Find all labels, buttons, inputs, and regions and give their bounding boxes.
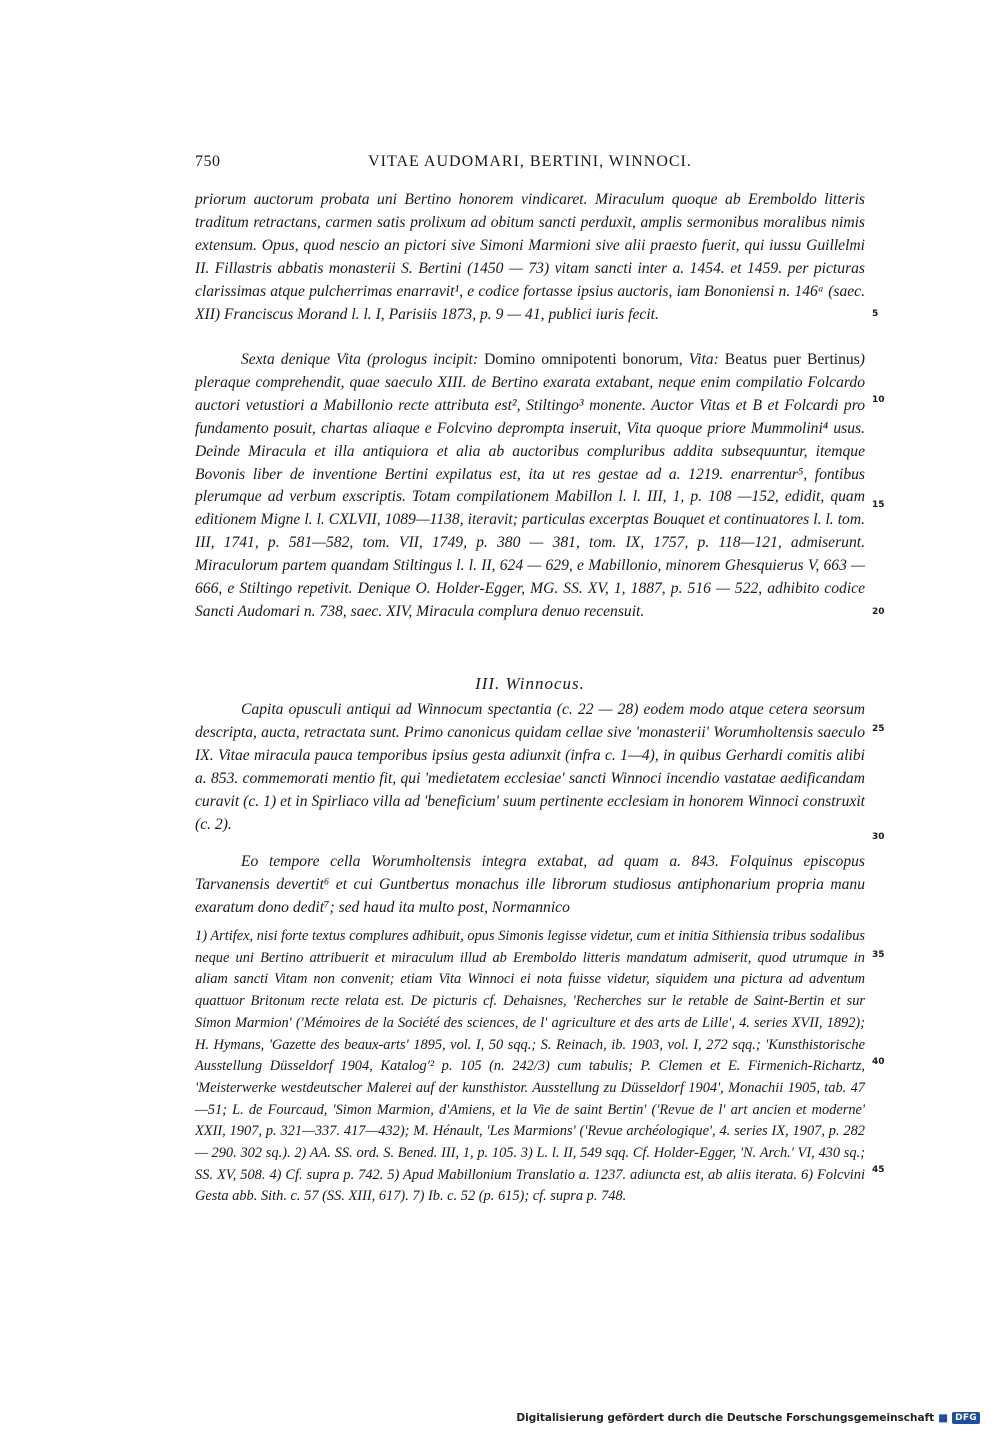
- credit-text: Digitalisierung gefördert durch die Deutsche Forschungsgemeinschaft: [516, 1412, 935, 1424]
- running-title: VITAE AUDOMARI, BERTINI, WINNOCI.: [368, 153, 692, 170]
- line-number: 5: [872, 309, 879, 319]
- line-number: 10: [872, 395, 885, 405]
- line-number: 45: [872, 1165, 885, 1175]
- digitization-credit: [516, 1412, 980, 1424]
- vita-label: Vita:: [688, 351, 725, 368]
- separator-dot-icon: ■: [938, 1412, 949, 1424]
- paragraph-3: Capita opusculi antiqui ad Winnocum spectantia (c. 22 — 28) eodem modo atque cetera seorsum descripta, aucta, retractata sunt. Primo canonicus quidam cellae sive 'monasterii' Worumholtensis saeculo IX. Vitae miracula pauca temporibus ipsius gesta adiunxit (infra c. 1—4), in quibus Gerhardi comitis alibi a. 853. commemorati mentio fit, qui 'medietatem ecclesiae' sancti Winnoci incendio vastatae aedificandam curavit (c. 1) et in Spirliaco villa ad 'beneficium' suum pertinente ecclesiam in honorem Winnoci construxit (c. 2).: [195, 701, 865, 833]
- paragraph-4: Eo tempore cella Worumholtensis integra extabat, ad quam a. 843. Folquinus episcopus Tarvanensis devertit⁶ et cui Guntbertus monachus ille librorum studiosus antiphonarium propria manu exaratum dono dedit⁷; sed haud ita multo post, Normannico: [195, 853, 865, 916]
- line-number: 40: [872, 1057, 885, 1067]
- line-number: 15: [872, 500, 885, 510]
- line-number: 20: [872, 607, 885, 617]
- paragraph-2-body: ) pleraque comprehendit, quae saeculo XIII. de Bertino exarata extabant, neque enim compilatio Folcardo auctori vetustiori a Mabillonio recte attributa est², Stiltingo³ monente. Auctor Vitas et B et Folcardi pro fundamento posuit, chartas aliaque e Folcvino deprompta inseruit, Vita quoque priore Mummolini⁴ usus. Deinde Miracula et illa antiquiora et alia ab auctoribus compluribus addita subsequuntur, itemque Bovonis liber de inventione Bertini expilatus est, ita ut res gestae ad a. 1219. enarrentur⁵, fontibus plerumque ad verbum exscriptis. Totam compilationem Mabillon l. l. III, 1, p. 108 —152, edidit, quam editionem Migne l. l. CXLVII, 1089—1138, iteravit; particulas excerptas Bouquet et continuatores l. l. tom. III, 1741, p. 581—582, tom. VII, 1749, p. 380 — 381, tom. IX, 1757, p. 118—121, admiserunt. Miraculorum partem quandam Stiltingus l. l. II, 624 — 629, e Mabillonio, minorem Ghesquierus V, 663 — 666, e Stiltingo repetivit. Denique O. Holder-Egger, MG. SS. XV, 1, 1887, p. 516 — 522, adhibito codice Sancti Audomari n. 738, saec. XIV, Miracula complura denuo recensuit.: [195, 351, 865, 620]
- paragraph-1: priorum auctorum probata uni Bertino honorem vindicaret. Miraculum quoque ab Eremboldo litteris traditum retractans, carmen satis prolixum ad obitum sancti perduxit, amplis sermonibus moralibus nimis extensum. Opus, quod nescio an pictori sive Simoni Marmioni sive alii praesto fuerit, qui iussu Guillelmi II. Fillastris abbatis monasterii S. Bertini (1450 — 73) vitam sancti inter a. 1454. et 1459. per picturas clarissimas atque pulcherrimas enarravit¹, e codice fortasse ipsius auctoris, iam Bononiensi n. 146ᵃ (saec. XII) Franciscus Morand l. l. I, Parisiis 1873, p. 9 — 41, publici iuris fecit.: [195, 191, 865, 323]
- paragraph-2: [195, 349, 865, 624]
- page-header: [195, 153, 865, 175]
- page-number: 750: [195, 153, 221, 170]
- line-number: 35: [872, 950, 885, 960]
- footnotes: 1) Artifex, nisi forte textus complures adhibuit, opus Simonis legisse videtur, cum et initia Sithiensia tribus sodalibus neque uni Bertino attribuerit et miraculum illud ab Eremboldo litteris mandatum admiserit, quod utrumque in aliam sancti Vitam non convenit; etiam Vita Winnoci ei nota fuisse videtur, siquidem una pictura ad adventum quattuor Britonum recte relata est. De picturis cf. Dehaisnes, 'Recherches sur le retable de Saint-Bertin et sur Simon Marmion' ('Mémoires de la Société des sciences, de l' agriculture et des arts de Lille', 4. series XVII, 1892); H. Hymans, 'Gazette des beaux-arts' 1895, vol. I, 50 sqq.; S. Reinach, ib. 1903, vol. I, 272 sqq.; 'Kunsthistorische Ausstellung Düsseldorf 1904, Katalog'² p. 105 (n. 242/3) cum tabulis; P. Clemen et E. Firmenich-Richartz, 'Meisterwerke westdeutscher Malerei auf der kunsthistor. Ausstellung zu Düsseldorf 1904', Monachii 1905, tab. 47—51; L. de Fourcaud, 'Simon Marmion, d'Amiens, et la Vie de saint Bertin' ('Revue de l' art ancien et moderne' XXII, 1907, p. 321—337. 417—432); M. Hénault, 'Les Marmions' ('Revue archéologique', 4. series IX, 1907, p. 282 — 290. 302 sq.). 2) AA. SS. ord. S. Bened. III, 1, p. 105. 3) L. l. II, 549 sqq. Cf. Holder-Egger, 'N. Arch.' VI, 430 sq.; SS. XV, 508. 4) Cf. supra p. 742. 5) Apud Mabillonium Translatio a. 1237. adiuncta est, ab aliis iterata. 6) Folcvini Gesta abb. Sith. c. 57 (SS. XIII, 617). 7) Ib. c. 52 (p. 615); cf. supra p. 748.: [195, 928, 865, 1205]
- paragraph-2-intro: Sexta denique Vita (prologus incipit:: [241, 351, 485, 368]
- section-heading: III. Winnocus.: [475, 674, 585, 693]
- line-number: 30: [872, 832, 885, 842]
- vita-incipit: Beatus puer Bertinus: [724, 351, 860, 368]
- dfg-logo: DFG: [952, 1412, 980, 1424]
- prologue-incipit: Domino omnipotenti bonorum,: [484, 351, 689, 368]
- line-number: 25: [872, 724, 885, 734]
